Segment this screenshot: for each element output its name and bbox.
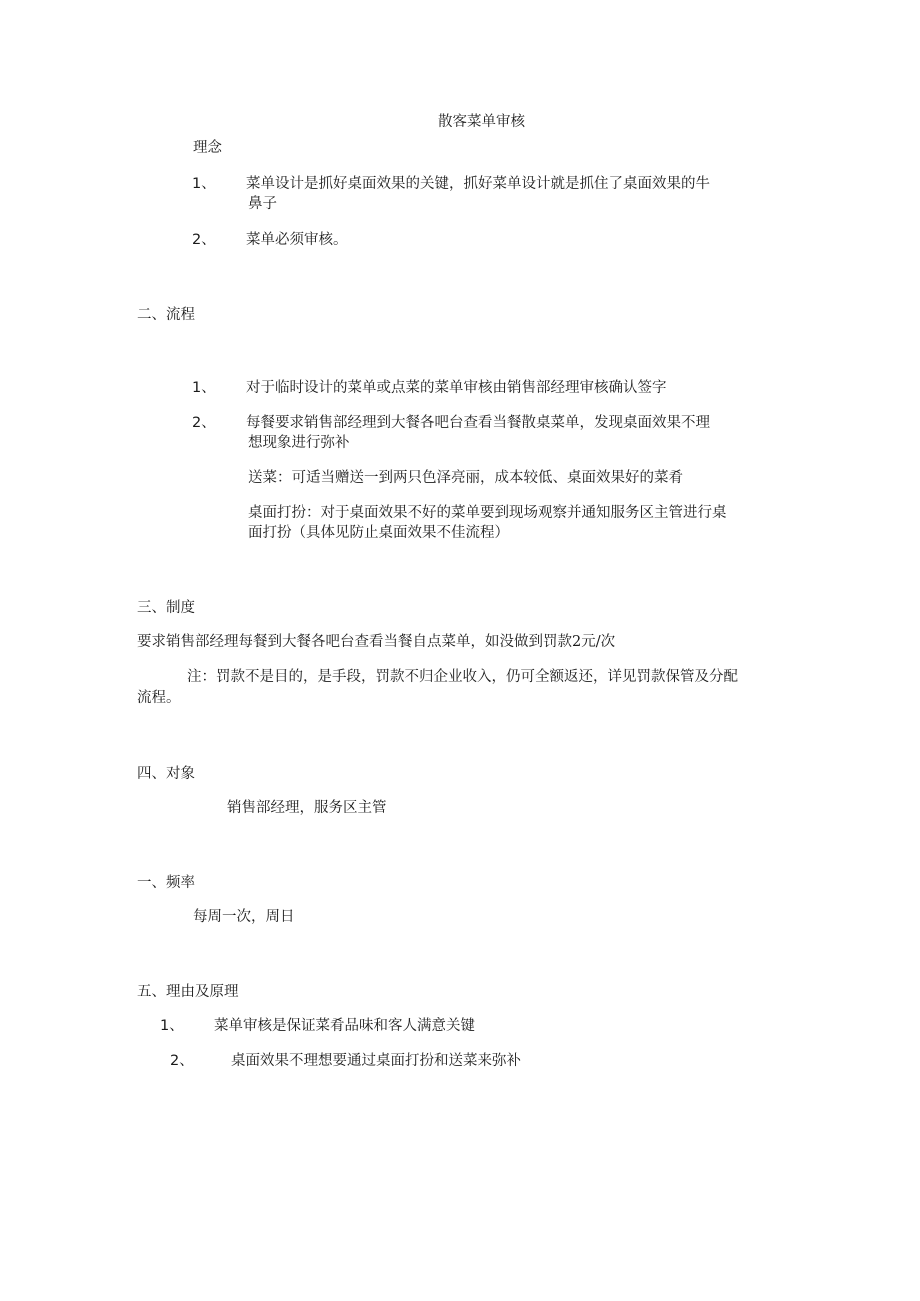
frequency-body: 每周一次，周日 [193, 909, 295, 925]
list-item-text: 菜单审核是保证菜肴品味和客人满意关键 [214, 1018, 475, 1034]
list-number: 2、 [170, 1053, 194, 1069]
sub-item-table-decoration: 桌面打扮：对于桌面效果不好的菜单要到现场观察并通知服务区主管进行桌 [248, 505, 727, 521]
sub-item-send-dishes: 送菜：可适当赠送一到两只色泽亮丽，成本较低、桌面效果好的菜肴 [248, 470, 683, 486]
list-number: 1、 [160, 1018, 184, 1034]
list-item-text: 菜单设计是抓好桌面效果的关键，抓好菜单设计就是抓住了桌面效果的牛 [246, 176, 710, 192]
list-item-text: 桌面效果不理想要通过桌面打扮和送菜来弥补 [231, 1053, 521, 1069]
rules-note: 注：罚款不是目的，是手段，罚款不归企业收入，仍可全额返还，详见罚款保管及分配 [187, 669, 738, 685]
document-title: 散客菜单审核 [438, 114, 525, 130]
section-heading-targets: 四、对象 [137, 766, 195, 782]
list-number: 2、 [192, 232, 216, 248]
list-item-text: 菜单必须审核。 [246, 232, 348, 248]
list-item-text-continued: 想现象进行弥补 [248, 435, 350, 451]
list-item-text-continued: 鼻子 [248, 196, 277, 212]
list-number: 1、 [192, 380, 216, 396]
section-heading-process: 二、流程 [137, 307, 195, 323]
section-heading-philosophy: 理念 [193, 140, 222, 156]
rules-note-continued: 流程。 [137, 690, 181, 706]
section-heading-reasons: 五、理由及原理 [137, 984, 239, 1000]
sub-item-table-decoration-continued: 面打扮（具体见防止桌面效果不佳流程） [248, 525, 509, 541]
targets-body: 销售部经理，服务区主管 [227, 800, 387, 816]
section-heading-rules: 三、制度 [137, 600, 195, 616]
rules-body: 要求销售部经理每餐到大餐各吧台查看当餐自点菜单，如没做到罚款2元/次 [137, 634, 616, 650]
section-heading-frequency: 一、频率 [137, 875, 195, 891]
list-item-text: 每餐要求销售部经理到大餐各吧台查看当餐散桌菜单，发现桌面效果不理 [246, 415, 710, 431]
list-number: 1、 [192, 176, 216, 192]
list-number: 2、 [192, 415, 216, 431]
list-item-text: 对于临时设计的菜单或点菜的菜单审核由销售部经理审核确认签字 [246, 380, 667, 396]
